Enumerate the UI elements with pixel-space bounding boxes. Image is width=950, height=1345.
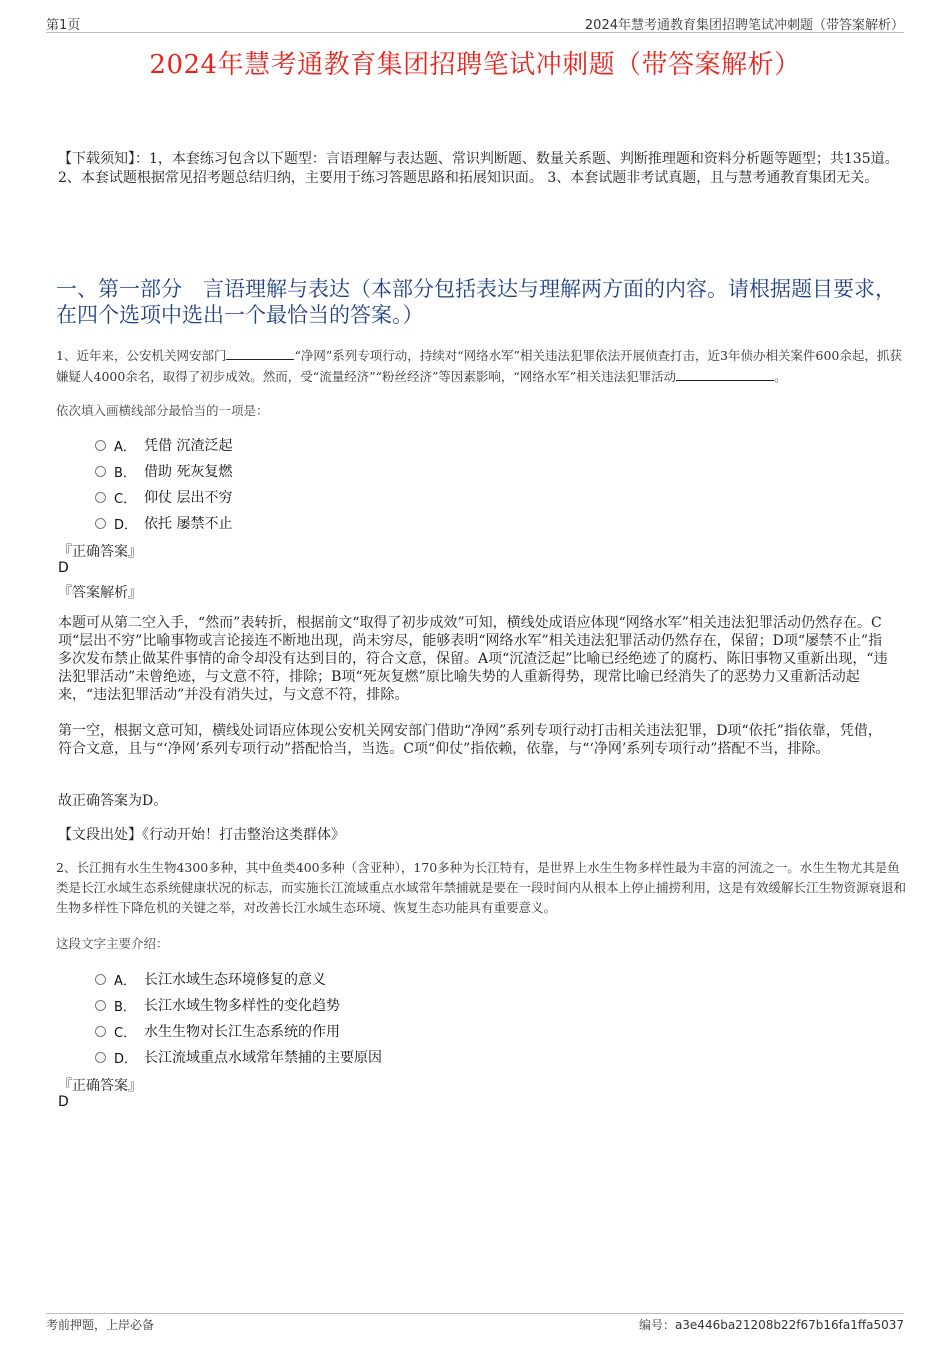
option-b[interactable]: B． 借助 死灰复燃	[95, 458, 232, 484]
footer-slogan: 考前押题，上岸必备	[46, 1318, 155, 1332]
fill-blank-1	[226, 345, 294, 360]
question-1-text-part: 。	[774, 369, 787, 384]
analysis-paragraph: 第一空，根据文意可知，横线处词语应体现公安机关网安部门借助“净网”系列专项行动打击相关违法犯罪，D项“依托”指依靠，凭借，符合文意，且与“‘净网’系列专项行动”搭配恰当，当选。C项“仰仗”指依赖，依靠，与“‘净网’系列专项行动”搭配不当，排除。	[58, 723, 882, 757]
page-number: 第1页	[46, 18, 81, 33]
section-heading: 一、第一部分 言语理解与表达（本部分包括表达与理解两方面的内容。请根据题目要求，在四个选项中选出一个最恰当的答案。）	[56, 277, 896, 327]
question-1-options	[95, 432, 232, 536]
correct-answer-label: 『正确答案』	[58, 544, 142, 560]
download-notice: 【下载须知】：1，本套练习包含以下题型：言语理解与表达题、常识判断题、数量关系题、判断推理题和资料分析题等题型；共135道。 2、本套试题根据常见招考题总结归纳，主要用于练习答题思路和拓展知识面。 3、本套试题非考试真题，且与慧考通教育集团无关。	[58, 151, 899, 186]
option-a[interactable]: A． 凭借 沉渣泛起	[95, 432, 232, 458]
page-footer	[46, 1313, 904, 1334]
option-a[interactable]: A． 长江水域生态环境修复的意义	[95, 966, 382, 992]
correct-answer: D	[58, 1094, 69, 1110]
question-1-stem	[56, 345, 906, 387]
analysis-paragraph: 本题可从第二空入手，“然而”表转折，根据前文“取得了初步成效”可知，横线处成语应体现“网络水军”相关违法犯罪活动仍然存在。C项“层出不穷”比喻事物或言论接连不断地出现，尚未穷尽，能够表明“网络水军”相关违法犯罪活动仍然存在，保留；D项“屡禁不止”指多次发布禁止做某件事情的命令却没有达到目的，符合文意，保留。A项“沉渣泛起”比喻已经绝迹了的腐朽、陈旧事物又重新出现，“违法犯罪活动”未曾绝迹，与文意不符，排除；B项“死灰复燃”原比喻失势的人重新得势，现常比喻已经消失了的恶势力又重新活动起来，“违法犯罪活动”并没有消失过，与文意不符，排除。	[58, 615, 888, 703]
question-2-prompt: 这段文字主要介绍：	[56, 936, 169, 951]
question-2-stem: 2、长江拥有水生生物4300多种，其中鱼类400多种（含亚种），170多种为长江特有，是世界上水生生物多样性最为丰富的河流之一。水生生物尤其是鱼类是长江水域生态系统健康状况的标志，而实施长江流域重点水域常年禁捕就是要在一段时间内从根本上停止捕捞利用，这是有效缓解长江生物资源衰退和生物多样性下降危机的关键之举，对改善长江水域生态环境、恢复生态功能具有重要意义。	[56, 860, 907, 915]
analysis-conclusion: 故正确答案为D。	[58, 793, 168, 809]
radio-icon[interactable]	[95, 1052, 106, 1063]
page-header	[46, 14, 904, 33]
fill-blank-2	[676, 366, 774, 381]
option-d[interactable]: D． 依托 屡禁不止	[95, 510, 232, 536]
question-2-options	[95, 966, 382, 1070]
radio-icon[interactable]	[95, 974, 106, 985]
question-1-text-part: “净网”系列专项行动，持续对“网络水军”相关违法犯罪依法开展侦查打击，近3年侦办相关案件600余起，抓获嫌疑人4000余名，取得了初步成效。然而，受“流量经济”“粉丝经济”等因素影响，“网络水军”相关违法犯罪活动	[56, 348, 902, 384]
question-1-prompt: 依次填入画横线部分最恰当的一项是：	[56, 403, 269, 418]
radio-icon[interactable]	[95, 492, 106, 503]
footer-serial: 编号：a3e446ba21208b22f67b16fa1ffa5037	[638, 1318, 904, 1332]
option-b[interactable]: B． 长江水域生物多样性的变化趋势	[95, 992, 382, 1018]
header-doc-title: 2024年慧考通教育集团招聘笔试冲刺题（带答案解析）	[584, 18, 904, 33]
radio-icon[interactable]	[95, 518, 106, 529]
analysis-label: 『答案解析』	[58, 585, 142, 601]
correct-answer: D	[58, 560, 69, 576]
document-title: 2024年慧考通教育集团招聘笔试冲刺题（带答案解析）	[149, 50, 801, 80]
option-c[interactable]: C． 仰仗 层出不穷	[95, 484, 232, 510]
radio-icon[interactable]	[95, 1000, 106, 1011]
option-c[interactable]: C． 水生生物对长江生态系统的作用	[95, 1018, 382, 1044]
radio-icon[interactable]	[95, 1026, 106, 1037]
option-d[interactable]: D． 长江流域重点水域常年禁捕的主要原因	[95, 1044, 382, 1070]
correct-answer-label: 『正确答案』	[58, 1078, 142, 1094]
question-1-text-part: 1、近年来，公安机关网安部门	[56, 348, 227, 363]
source-citation: 【文段出处】《行动开始！打击整治这类群体》	[58, 827, 345, 843]
radio-icon[interactable]	[95, 466, 106, 477]
radio-icon[interactable]	[95, 440, 106, 451]
